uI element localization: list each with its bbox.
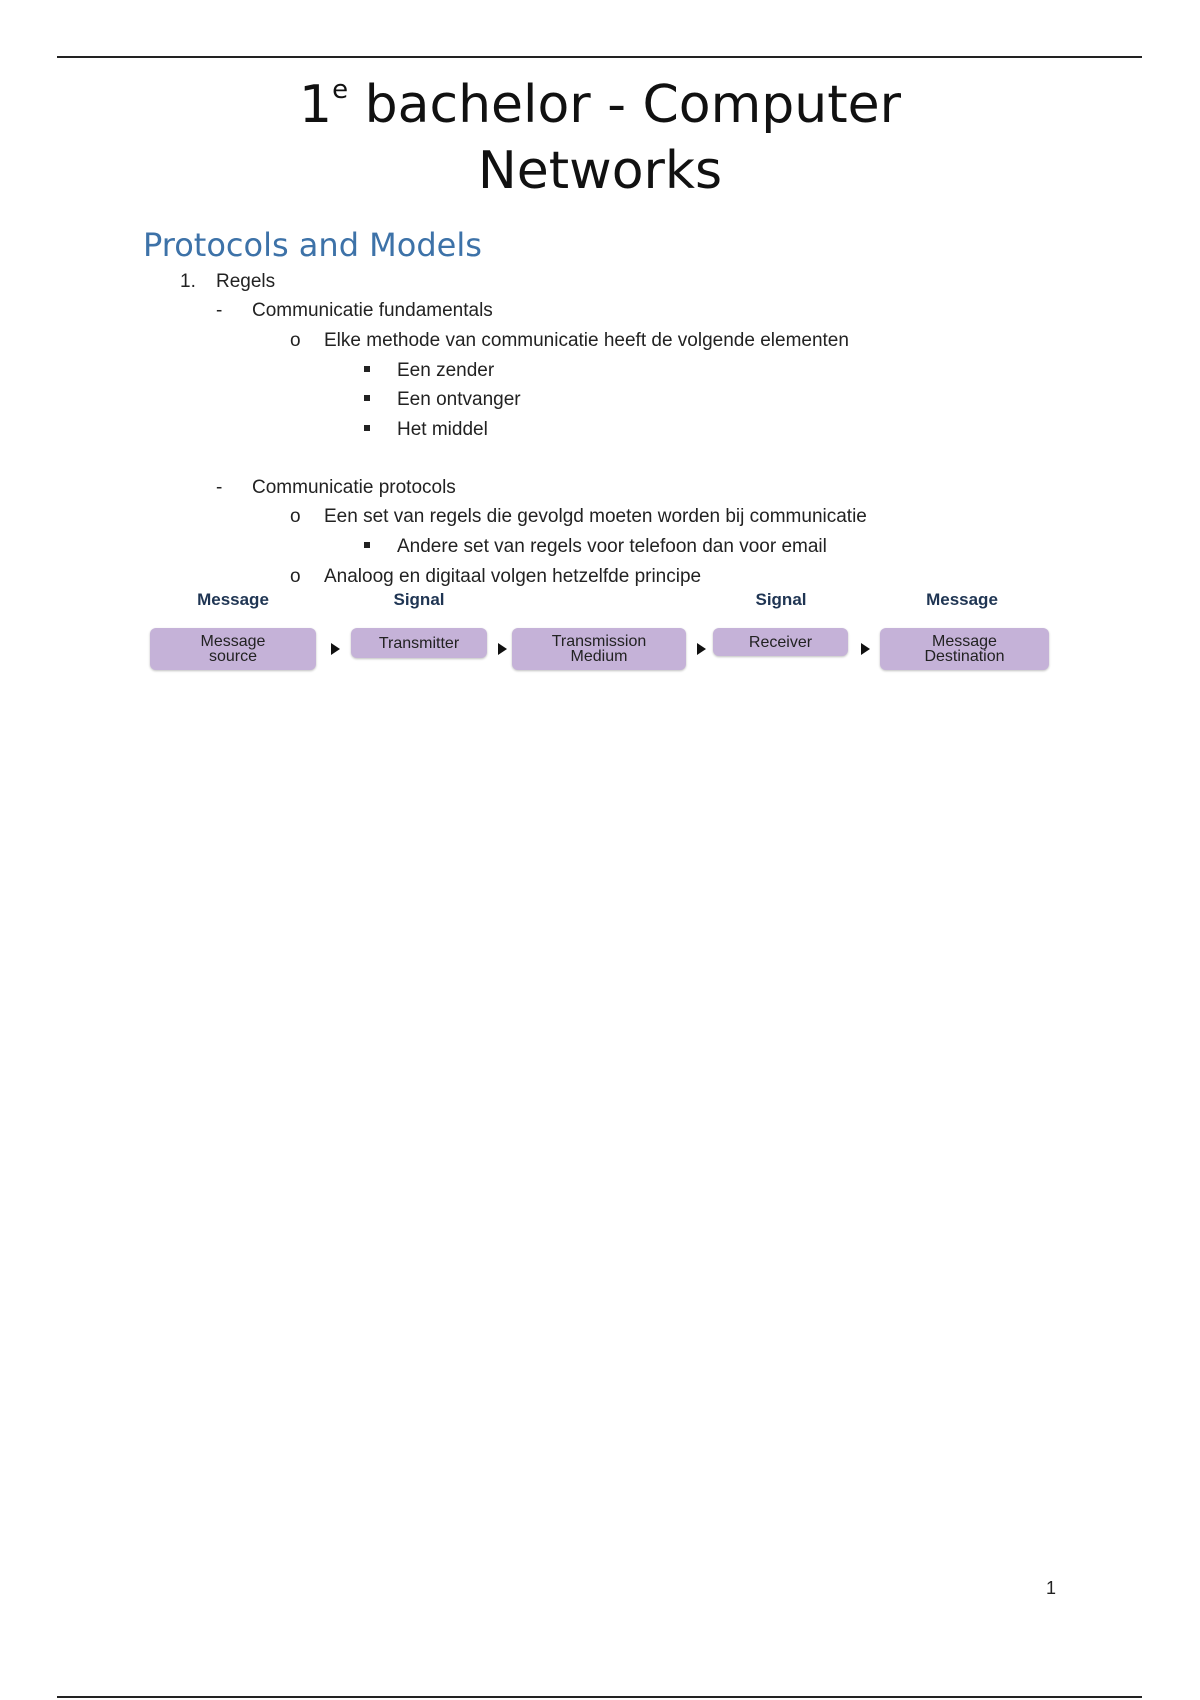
box-text: Message bbox=[200, 633, 266, 650]
bottom-rule bbox=[57, 1696, 1142, 1698]
list-number: 1. bbox=[180, 271, 196, 292]
square-bullet bbox=[364, 366, 370, 372]
circle-marker: o bbox=[290, 330, 301, 351]
box-message-destination bbox=[880, 628, 1049, 670]
document-title bbox=[0, 72, 1200, 204]
list-item-zender: Een zender bbox=[397, 360, 495, 381]
diagram-label-message-right: Message bbox=[926, 590, 998, 609]
list-item-protocols: Communicatie protocols bbox=[252, 477, 456, 498]
arrow-right-icon bbox=[697, 643, 706, 655]
title-line-2: Networks bbox=[477, 141, 723, 201]
top-rule bbox=[57, 56, 1142, 58]
list-item-fundamentals: Communicatie fundamentals bbox=[252, 300, 493, 321]
list-item-ontvanger: Een ontvanger bbox=[397, 389, 521, 410]
box-text: Receiver bbox=[748, 633, 813, 651]
list-item-regels: Regels bbox=[216, 271, 276, 292]
diagram-label-signal-right: Signal bbox=[755, 590, 807, 609]
box-text: Medium bbox=[570, 648, 628, 665]
circle-marker: o bbox=[290, 506, 301, 527]
page-number: 1 bbox=[1046, 1578, 1057, 1598]
section-heading: Protocols and Models bbox=[143, 226, 482, 264]
dash-marker: - bbox=[216, 477, 223, 498]
diagram-label-message-left: Message bbox=[197, 590, 269, 609]
box-text: Message bbox=[932, 633, 997, 650]
box-text: source bbox=[208, 648, 257, 665]
circle-marker: o bbox=[290, 566, 301, 587]
title-number: 1 bbox=[299, 75, 333, 135]
arrow-right-icon bbox=[331, 643, 340, 655]
box-transmission-medium bbox=[512, 628, 686, 670]
diagram-label-signal-left: Signal bbox=[393, 590, 445, 609]
list-item-middel: Het middel bbox=[397, 419, 488, 440]
dash-marker: - bbox=[216, 300, 223, 321]
list-item-telefoon: Andere set van regels voor telefoon dan voor email bbox=[397, 536, 827, 557]
list-item-elements: Elke methode van communicatie heeft de volgende elementen bbox=[324, 330, 849, 351]
title-superscript: e bbox=[332, 75, 349, 105]
box-text: Transmission bbox=[551, 633, 647, 650]
square-bullet bbox=[364, 542, 370, 548]
arrow-right-icon bbox=[861, 643, 870, 655]
box-message-source bbox=[150, 628, 316, 670]
list-item-analoog: Analoog en digitaal volgen hetzelfde principe bbox=[324, 566, 702, 587]
title-text: bachelor - Computer bbox=[348, 75, 901, 135]
box-transmitter bbox=[351, 628, 487, 658]
list-item-rules: Een set van regels die gevolgd moeten worden bij communicatie bbox=[324, 506, 867, 527]
box-receiver bbox=[713, 628, 848, 656]
arrow-right-icon bbox=[498, 643, 507, 655]
square-bullet bbox=[364, 395, 370, 401]
box-text: Transmitter bbox=[378, 634, 460, 652]
communication-diagram bbox=[145, 586, 1055, 676]
box-text: Destination bbox=[924, 648, 1005, 665]
square-bullet bbox=[364, 425, 370, 431]
